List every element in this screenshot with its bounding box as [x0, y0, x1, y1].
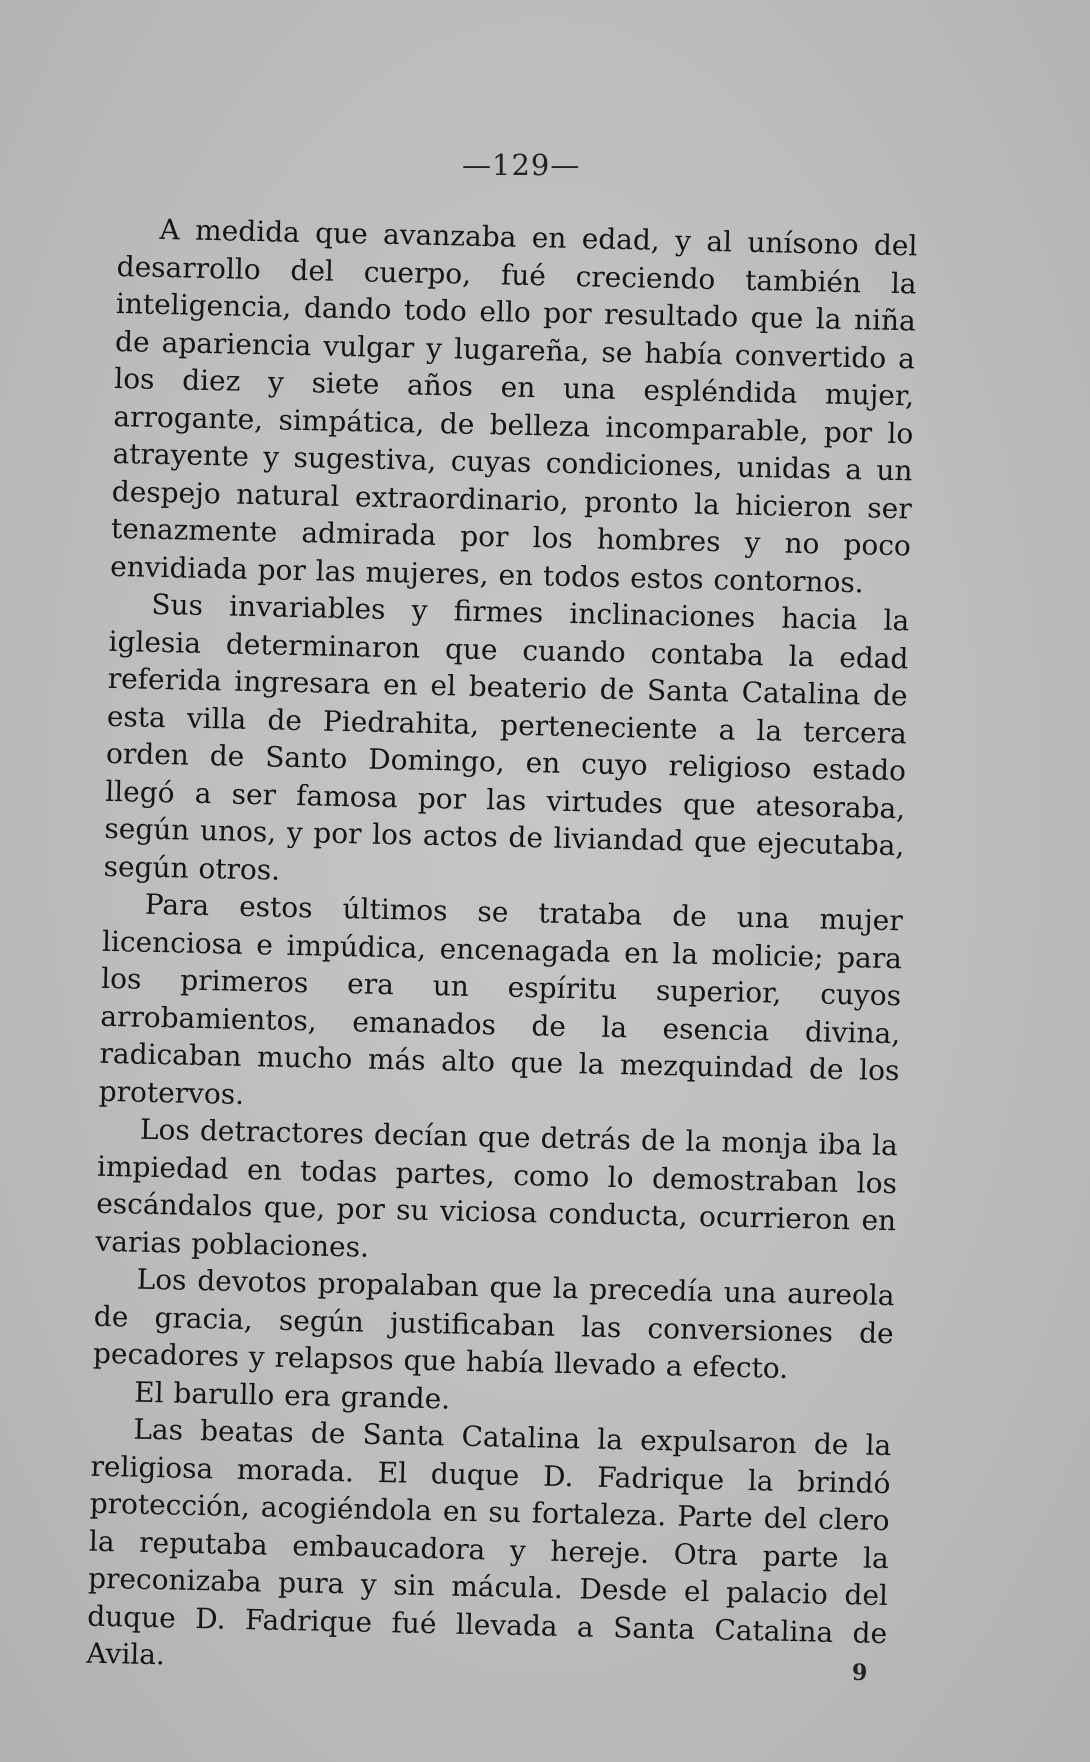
printer-signature-mark: 9: [852, 1660, 868, 1686]
paragraph-4: Los detractores decían que detrás de la monja iba la impiedad en todas partes, como lo demostraban los escándalos que, por su viciosa conducta, ocurrieron en varias poblaciones.: [95, 1112, 899, 1264]
paragraph-6: El barullo era grande.: [133, 1375, 451, 1416]
paragraph-3: Para estos últimos se trataba de una mujer licenciosa e impúdica, encenagada en la molicie; para los primeros era un espíritu superior, cuyos arrobamientos, emanados de la esencia divina, radicaban mucho más alto que la mezquindad de los protervos.: [98, 887, 904, 1111]
paragraph-1: A medida que avanzaba en edad, y al unísono del desarrollo del cuerpo, fué creciendo también la inteligencia, dando todo ello por resultado que la niña de apariencia vulgar y lugareña, se había convertido a los diez y siete años en una espléndida mujer, arrogante, simpática, de belleza incomparable, por lo atrayente y sugestiva, cuyas condiciones, unidas a un despejo natural extraordinario, pronto la hicieron ser tenazmente admirada por los hombres y no poco envidiada por las mujeres, en todos estos contornos.: [109, 212, 918, 599]
paragraph-5: Los devotos propalaban que la precedía una aureola de gracia, según justificaban las conversiones de pecadores y relapsos que había llevado a efecto.: [92, 1262, 895, 1385]
paragraph-2: Sus invariables y firmes inclinaciones hacia la iglesia determinaron que cuando contaba la edad referida ingresara en el beaterio de Santa Catalina de esta villa de Piedrahita, perteneciente a la tercera orden de Santo Domingo, en cuyo religioso estado llegó a ser famosa por las virtudes que atesoraba, según unos, y por los actos de liviandad que ejecutaba, según otros.: [103, 587, 910, 887]
paragraph-7: Las beatas de Santa Catalina la expulsaron de la religiosa morada. El duque D. Fadrique la brindó protección, acogiéndola en su fortaleza. Parte del clero la reputaba embaucadora y hereje. Otra parte la preconizaba pura y sin mácula. Desde el palacio del duque D. Fadrique fué llevada a Santa Catalina de Avila.: [86, 1412, 892, 1672]
page-number: —129—: [462, 148, 581, 182]
page-text-body: [86, 210, 918, 1690]
